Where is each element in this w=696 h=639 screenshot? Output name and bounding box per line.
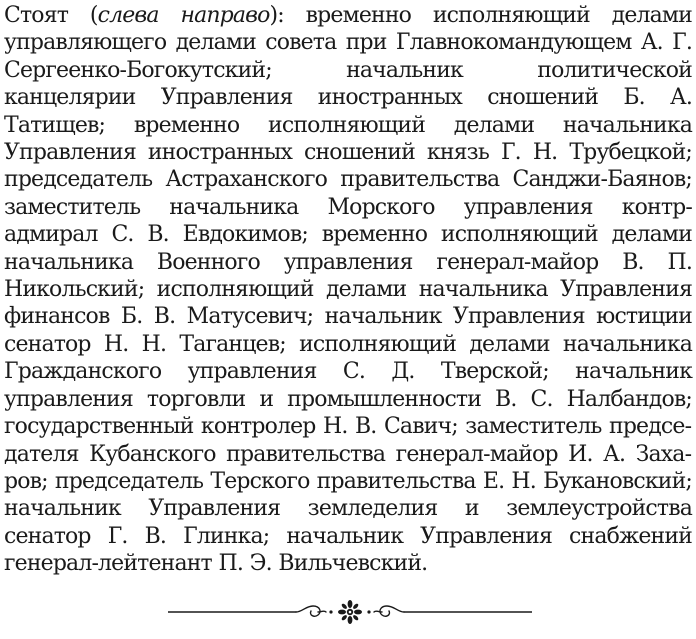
caption-text: ): временно исполняющий делами управляющего делами совета при Главнокомандующем А. Г. Сергеенко-Богокутский; начальник политической канцелярии Управления иностранных сношений Б. А. Татищев; временно исполняющий делами начальника Управления иностранных сношений князь Г. Н. Трубецкой; председатель Астраханского правительства Санджи-Баянов; заместитель начальника Морского управления контр-адмирал С. В. Евдокимов; временно исполняющий делами начальника Военного управления генерал-майор В. П. Никольский; исполняющий делами начальника Управления финансов Б. В. Матусевич; начальник Управления юстиции сенатор Н. Н. Таганцев; исполняющий делами начальника Гражданского управления С. Д. Тверской; начальник управления торговли и промышленности В. С. Налбандов; государственный контролер Н. В. Савич; заместитель председателя Кубанского правительства генерал-майор И. А. Захаров; председатель Терского правительства Е. Н. Букановский; начальник Управления земледелия и землеустройства сенатор Г. В. Глинка; начальник Управления снабжений генерал-лейтенант П. Э. Вильчевский. (4, 3, 692, 577)
decorative-divider-icon (168, 599, 532, 625)
caption-lead: Стоят ( (4, 3, 98, 28)
caption-direction: слева направо (97, 3, 270, 28)
photo-caption (4, 2, 692, 578)
